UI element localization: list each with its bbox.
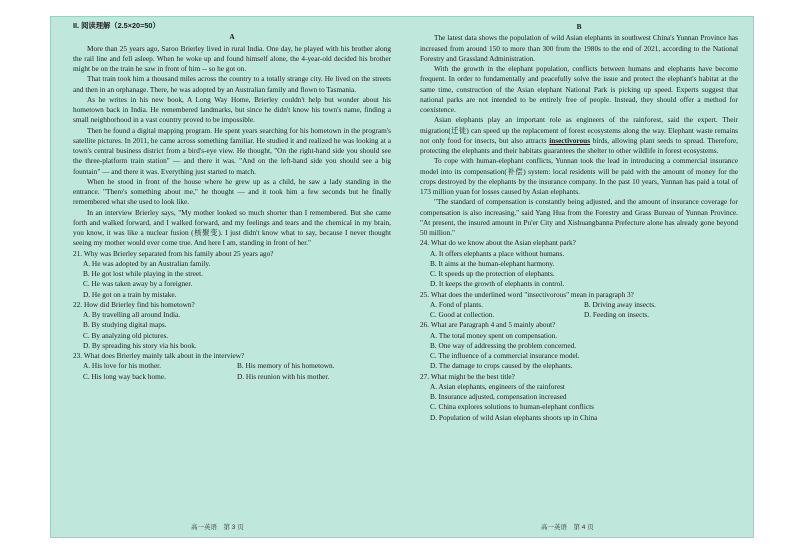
option: C. The influence of a commercial insurance model. bbox=[430, 351, 580, 360]
option: B. He got lost while playing in the street. bbox=[83, 269, 203, 278]
passage-b-paragraph-3 bbox=[420, 115, 738, 156]
passage-a-paragraph: More than 25 years ago, Saroo Brierley lived in rural India. One day, he played with his brother along the rail line and fell asleep. When he woke up and found himself alone, the 4-year-old decided his brother might be on the train he saw in front of him -- so he got on. bbox=[73, 43, 391, 73]
para3-text-b: birds, allowing plant seeds to spread. Therefore, protecting the elephants and their habitats guarantees the shelter to other wildlife in forest ecosystems. bbox=[420, 135, 738, 155]
right-column bbox=[420, 21, 738, 423]
option: C. China explores solutions to human-elephant conflicts bbox=[430, 402, 594, 412]
option: D. By spreading his story via his book. bbox=[83, 340, 197, 350]
passage-a-letter: A bbox=[229, 32, 235, 42]
question-26: 26. What are Paragraph 4 and 5 mainly about? bbox=[420, 320, 556, 330]
option: A. It offers elephants a place without humans. bbox=[430, 248, 565, 258]
option: D. It keeps the growth of elephants in control. bbox=[430, 279, 565, 289]
passage-b-letter: B bbox=[576, 22, 582, 31]
option: A. He was adopted by an Australian family. bbox=[83, 258, 211, 268]
passage-a-paragraph: In an interview Brierley says, "My mother looked so much shorter than I remembered. But she came forth and walked forward, and I walked forward, and my feelings and tears and the chemical in my brain, you know, it was like a nuclear fusion (核聚变). I just didn't know what to say, because I never thought seeing my mother would ever come true. And here I am, standing in front of her." bbox=[73, 207, 391, 248]
question-25: 25. What does the underlined word "insectivorous" mean in paragraph 3? bbox=[420, 289, 634, 299]
option: D. The damage to crops caused by the elephants. bbox=[430, 361, 573, 371]
option: A. The total money spent on compensation. bbox=[430, 330, 558, 340]
para3-text-a: Asian elephants play an important role as engineers of the rainforest, said the expert. Their migration(迁徙) can speed up the replacement of forest ecosystems along the way. Elephant waste remains not only food for insects, but also attracts bbox=[420, 115, 738, 145]
passage-b-paragraph: The latest data shows the population of wild Asian elephants in southwest China's Yunnan Province has increased from around 150 to more than 300 from the 1980s to the end of 2021, according to the National Forestry and Grassland Administration. bbox=[420, 33, 738, 63]
passage-a-paragraph: That train took him a thousand miles across the country to a totally strange city. He lived on the streets and then in an orphanage. There, he was adopted by an Australian family and flown to Tasmania. bbox=[73, 74, 391, 94]
option: C. He was taken away by a foreigner. bbox=[83, 279, 193, 289]
page-footer-left: 高一英语 第 3 页 bbox=[191, 524, 244, 531]
option: C. His long way back home. bbox=[83, 371, 166, 381]
option: D. He got on a train by mistake. bbox=[83, 289, 177, 299]
option: C. Good at collection. bbox=[430, 310, 495, 319]
option: D. His reunion with his mother. bbox=[237, 371, 330, 381]
option: B. His memory of his hometown. bbox=[237, 361, 335, 371]
option-row bbox=[83, 372, 391, 382]
question-27: 27. What might be the best title? bbox=[420, 371, 515, 381]
option: B. One way of addressing the problem concerned. bbox=[430, 340, 577, 350]
page-footer-right: 高一英语 第 4 页 bbox=[541, 524, 594, 531]
option: C. By analyzing old pictures. bbox=[83, 330, 169, 340]
option: B. Driving away insects. bbox=[584, 299, 656, 309]
question-23: 23. What does Brierley mainly talk about in the interview? bbox=[73, 351, 245, 360]
question-21: 21. Why was Brierley separated from his family about 25 years ago? bbox=[73, 248, 274, 258]
option: C. It speeds up the protection of elephants. bbox=[430, 269, 555, 278]
left-column bbox=[73, 21, 391, 382]
passage-a-paragraph: Then he found a digital mapping program. He spent years searching for his hometown in the program's satellite pictures. In 2011, he came across something familiar. He studied it and realized he was looking at a town's central business district from a bird's-eye view. He thought, "On the right-hand side you should see the three-platform train station" — and there it was. "And on the left-hand side you should see a big fountain" — and there it was. Everything just started to match. bbox=[73, 125, 391, 176]
option: A. Fond of plants. bbox=[430, 299, 483, 309]
option: B. It aims at the human-elephant harmony. bbox=[430, 258, 555, 268]
question-22: 22. How did Brierley find his hometown? bbox=[73, 299, 195, 309]
option: D. Population of wild Asian elephants shoots up in China bbox=[430, 412, 598, 422]
question-24: 24. What do we know about the Asian elephant park? bbox=[420, 238, 576, 248]
option-row bbox=[430, 310, 738, 320]
section-title: II. 阅读理解（2.5×20=50） bbox=[73, 21, 160, 30]
option: D. Feeding on insects. bbox=[584, 310, 650, 319]
passage-b-paragraph: "The standard of compensation is constantly being adjusted, and the amount of insurance coverage for compensation is also increasing," said Yang Hua from the Forestry and Grass Bureau of Yunnan Province. "At present, the insured amount in Pu'er City and Xishuangbanna Prefecture alone has already gone beyond 50 million." bbox=[420, 197, 738, 237]
passage-a-paragraph: When he stood in front of the house where he grew up as a child, he saw a lady standing in the entrance. "There's something about me," he thought — and it took him a few seconds but he finally remembered what she used to look like. bbox=[73, 176, 391, 207]
passage-b-paragraph: To cope with human-elephant conflicts, Yunnan took the lead in introducing a commercial insurance model into its compensation(补偿) system: local residents will be paid with the amount of money for the crops destroyed by the elephants by the insurance company. In the past 10 years, Yunnan has paid a total of 173 million yuan for losses caused by Asian elephants. bbox=[420, 156, 738, 196]
option: A. Asian elephants, engineers of the rainforest bbox=[430, 381, 565, 391]
option: B. Insurance adjusted, compensation increased bbox=[430, 392, 567, 401]
passage-b-paragraph: With the growth in the elephant population, conflicts between humans and elephants have become frequent. In order to fundamentally and peacefully solve the issue and protect the elephant's habitat at the same time, construction of the Asian elephant National Park is picking up speed. Experts suggest that national parks are not intended to be entirely free of people. Instead, they should offer a method for coexistence. bbox=[420, 64, 738, 114]
underlined-word: insectivorous bbox=[549, 135, 591, 145]
option: B. By studying digital maps. bbox=[83, 320, 167, 330]
option-row bbox=[83, 361, 391, 371]
exam-sheet bbox=[50, 16, 754, 538]
option-row bbox=[430, 300, 738, 310]
option: A. His love for his mother. bbox=[83, 361, 162, 371]
option: A. By travelling all around India. bbox=[83, 310, 181, 319]
passage-a-paragraph: As he writes in his new book, A Long Way Home, Brierley couldn't help but wonder about his hometown back in India. He remembered landmarks, but since he didn't know his town's name, finding a small neighborhood in a vast country proved to be impossible. bbox=[73, 94, 391, 125]
